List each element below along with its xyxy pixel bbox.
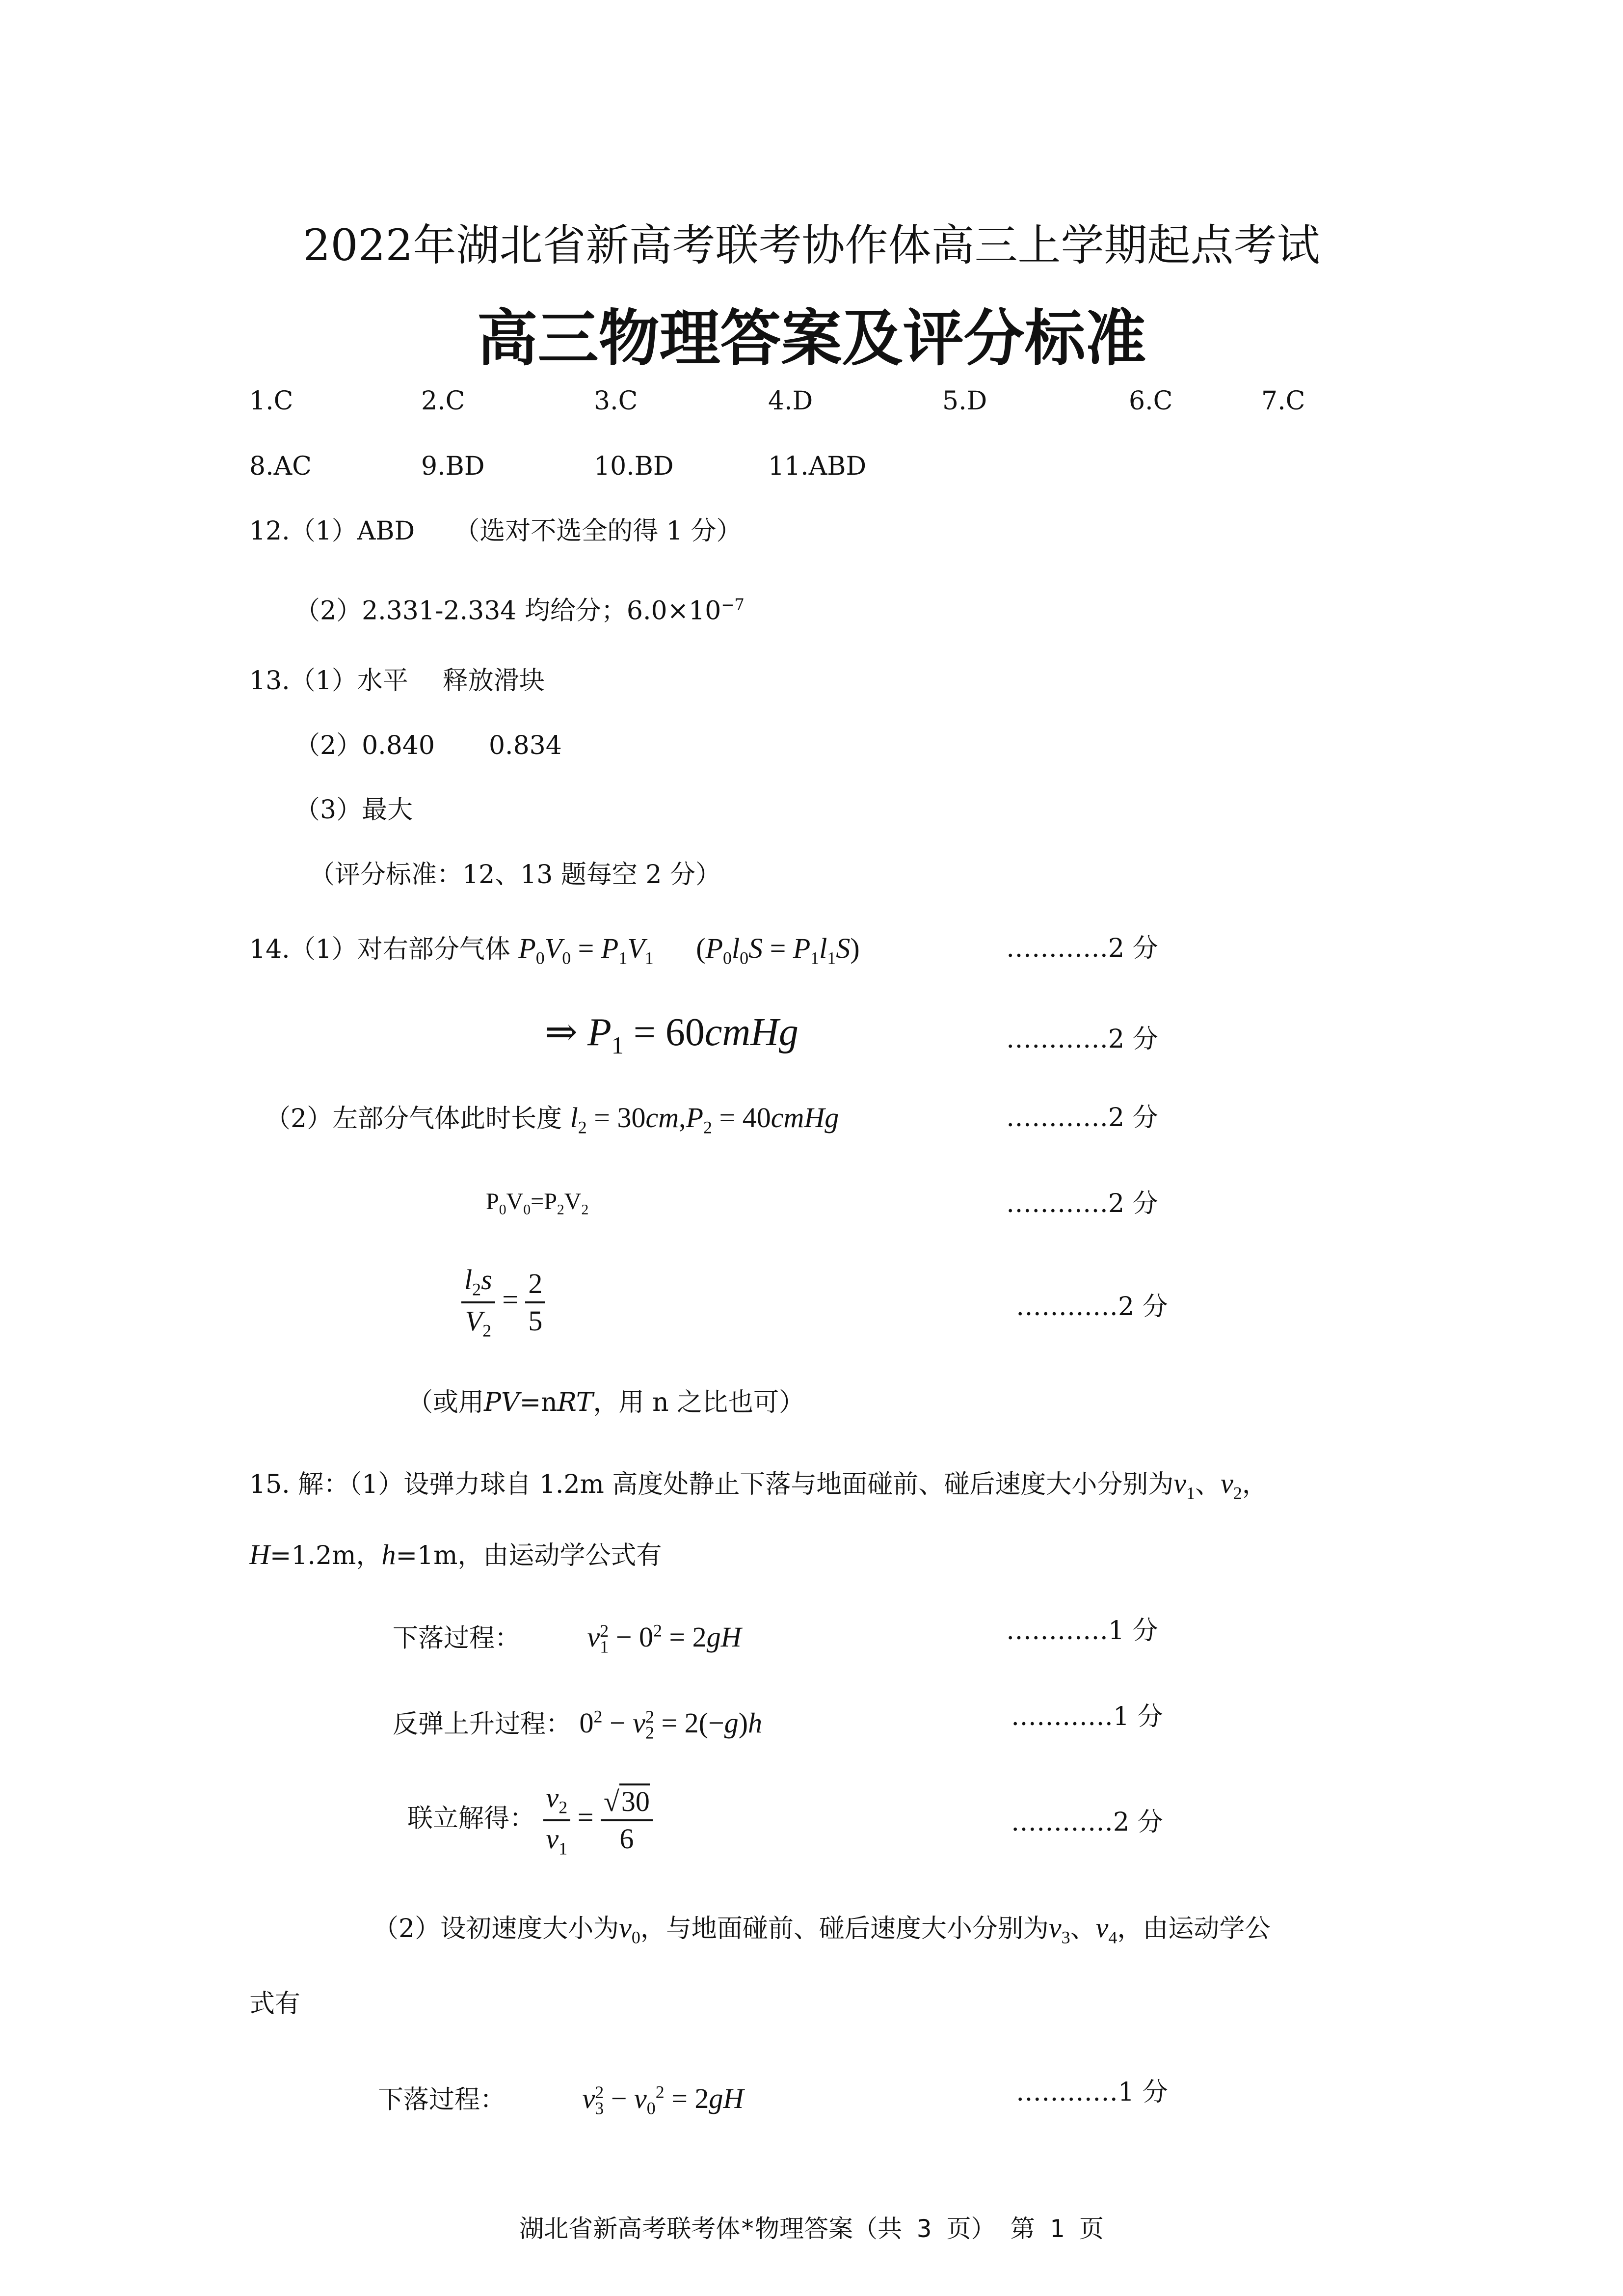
mc-answer: 6.C (1129, 386, 1173, 416)
score: …………2 分 (1016, 1292, 1168, 1322)
q15-intro: 15. 解：（1）设弹力球自 1.2m 高度处静止下落与地面碰前、碰后速度大小分别为$v_1$、$v_2$， (249, 1467, 1268, 1503)
mc-answer: 5.D (942, 386, 987, 416)
score: …………2 分 (1011, 1808, 1163, 1837)
q14-line1: 14.（1）对右部分气体 $P_0V_0 = P_1V_1$ $(P_0l_0S = P_1l_1S)$ (249, 932, 860, 968)
q15-fall2: 下落过程： $v_3^2 - v_0^2 = 2gH$ (378, 2082, 744, 2118)
mc-answer: 8.AC (249, 452, 312, 481)
q15-fall: 下落过程： $v_1^2 - 0^2 = 2gH$ (393, 1621, 742, 1657)
score: …………1 分 (1016, 2078, 1168, 2107)
mc-answer: 4.D (768, 386, 813, 416)
q14-ratio: $\frac{l_2s}{V_2}$ = $\frac{2}{5}$ (461, 1264, 545, 1341)
q12-line1: 12.（1）ABD （选对不选全的得 1 分） (249, 516, 742, 546)
mc-answer: 9.BD (421, 452, 485, 481)
mc-answer: 2.C (421, 386, 465, 416)
q14-pv-equation: $P_0V_0=P_2V_2$ (486, 1189, 589, 1218)
score: …………2 分 (1006, 934, 1158, 963)
page-title: 高三物理答案及评分标准 (477, 303, 1146, 374)
score: …………2 分 (1006, 1025, 1158, 1054)
exam-title: 2022年湖北省新高考联考协作体高三上学期起点考试 (303, 220, 1320, 270)
mc-answer: 3.C (594, 386, 638, 416)
score: …………1 分 (1006, 1616, 1158, 1646)
mc-answer: 10.BD (594, 452, 674, 481)
page-footer: 湖北省新高考联考体*物理答案（共 3 页） 第 1 页 (519, 2215, 1104, 2243)
q12-line2: （2）2.331-2.334 均给分；$6.0\times 10^{-7}$ (294, 595, 745, 626)
mc-answer: 11.ABD (768, 452, 867, 481)
q15-part2-end: 式有 (249, 1989, 301, 2019)
score: …………2 分 (1006, 1189, 1158, 1218)
q13-note: （评分标准：12、13 题每空 2 分） (309, 860, 721, 890)
q13-line1: 13.（1）水平 释放滑块 (249, 666, 545, 696)
score: …………1 分 (1011, 1702, 1163, 1731)
q14-result-p1: ⇒ $P_1$ = 60cmHg (545, 1011, 798, 1059)
q13-line2: （2）0.840 0.834 (294, 731, 562, 760)
mc-answer: 7.C (1261, 386, 1305, 416)
q15-part2: （2）设初速度大小为$v_0$，与地面碰前、碰后速度大小分别为$v_3$、$v_4$，由运动学公 (373, 1912, 1271, 1947)
mc-answer: 1.C (249, 386, 293, 416)
q15-solution: 联立解得： $\frac{v_2}{v_1}$ = $\frac{√30}{6}$ (407, 1782, 653, 1859)
q14-note: （或用PV=nRT，用 n 之比也可） (407, 1388, 805, 1417)
q14-line2: （2）左部分气体此时长度 $l_2 = 30cm,P_2$ = 40cmHg (265, 1102, 839, 1137)
q13-line3: （3）最大 (294, 795, 413, 825)
score: …………2 分 (1006, 1103, 1158, 1133)
q15-givens: H=1.2m，h=1m，由运动学公式有 (249, 1539, 662, 1570)
q15-rebound: 反弹上升过程： $0^2 - v_2^2 = 2(-g)h$ (393, 1707, 763, 1743)
